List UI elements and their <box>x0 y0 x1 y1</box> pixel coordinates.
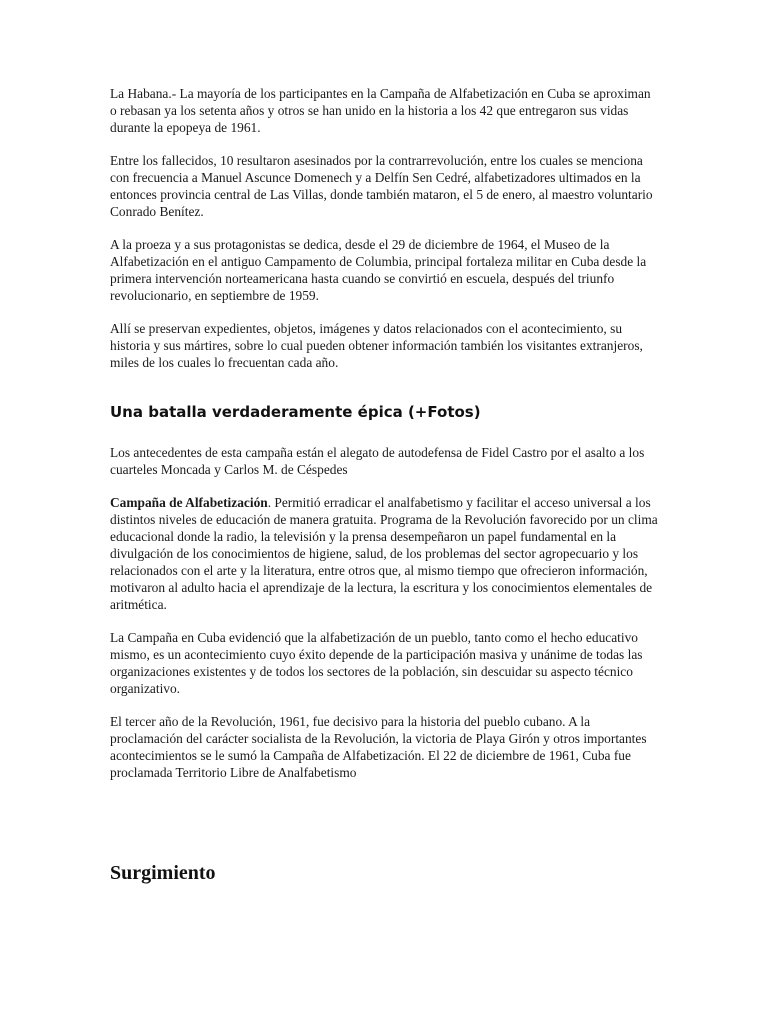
campaign-text: . Permitió erradicar el analfabetismo y facilitar el acceso universal a los distintos niveles de educación de manera gratuita. Programa de la Revolución favorecido por un clima educacional donde la radio, la televisión y la prensa desempeñaron un papel fundamental en la divulgación de los conocimientos de higiene, salud, de los problemas del sector agropecuario y los relacionados con el arte y la literatura, entre otros que, al mismo tiempo que ofrecieron información, motivaron al adulto hacia el aprendizaje de la lectura, la escritura y los conocimientos elementales de aritmética. <box>110 495 658 612</box>
final-heading: Surgimiento <box>110 862 216 884</box>
paragraph-campaign <box>110 494 658 613</box>
paragraph-more-2: El tercer año de la Revolución, 1961, fue decisivo para la historia del pueblo cubano. A la proclamación del carácter socialista de la Revolución, la victoria de Playa Girón y otros importantes acontecimientos se le sumó la Campaña de Alfabetización. El 22 de diciembre de 1961, Cuba fue proclamada Territorio Libre de Analfabetismo <box>110 714 647 780</box>
paragraph-intro-2: Entre los fallecidos, 10 resultaron asesinados por la contrarrevolución, entre los cuales se menciona con frecuencia a Manuel Ascunce Domenech y a Delfín Sen Cedré, alfabetizadores ultimados en la entonces provincia central de Las Villas, donde también mataron, el 5 de enero, al maestro voluntario Conrado Benítez. <box>110 153 653 219</box>
section-heading: Una batalla verdaderamente épica (+Fotos) <box>110 403 481 421</box>
paragraph-intro-1: La Habana.- La mayoría de los participantes en la Campaña de Alfabetización en Cuba se aproximan o rebasan ya los setenta años y otros se han unido en la historia a los 42 que entregaron sus vidas durante la epopeya de 1961. <box>110 86 651 135</box>
paragraph-intro-3: A la proeza y a sus protagonistas se dedica, desde el 29 de diciembre de 1964, el Museo de la Alfabetización en el antiguo Campamento de Columbia, principal fortaleza militar en Cuba desde la primera intervención norteamericana hasta cuando se convirtió en escuela, después del triunfo revolucionario, en septiembre de 1959. <box>110 237 647 303</box>
campaign-lead: Campaña de Alfabetización <box>110 495 268 510</box>
paragraph-intro-4: Allí se preservan expedientes, objetos, imágenes y datos relacionados con el acontecimiento, su historia y sus mártires, sobre lo cual pueden obtener información también los visitantes extranjeros, miles de los cuales lo frecuentan cada año. <box>110 321 643 370</box>
paragraph-more-1: La Campaña en Cuba evidenció que la alfabetización de un pueblo, tanto como el hecho educativo mismo, es un acontecimiento cuyo éxito depende de la participación masiva y unánime de todas las organizaciones existentes y de todos los sectores de la población, sin descuidar su aspecto técnico organizativo. <box>110 630 643 696</box>
document-page <box>110 85 658 885</box>
paragraph-antecedents: Los antecedentes de esta campaña están el alegato de autodefensa de Fidel Castro por el asalto a los cuarteles Moncada y Carlos M. de Céspedes <box>110 445 645 477</box>
